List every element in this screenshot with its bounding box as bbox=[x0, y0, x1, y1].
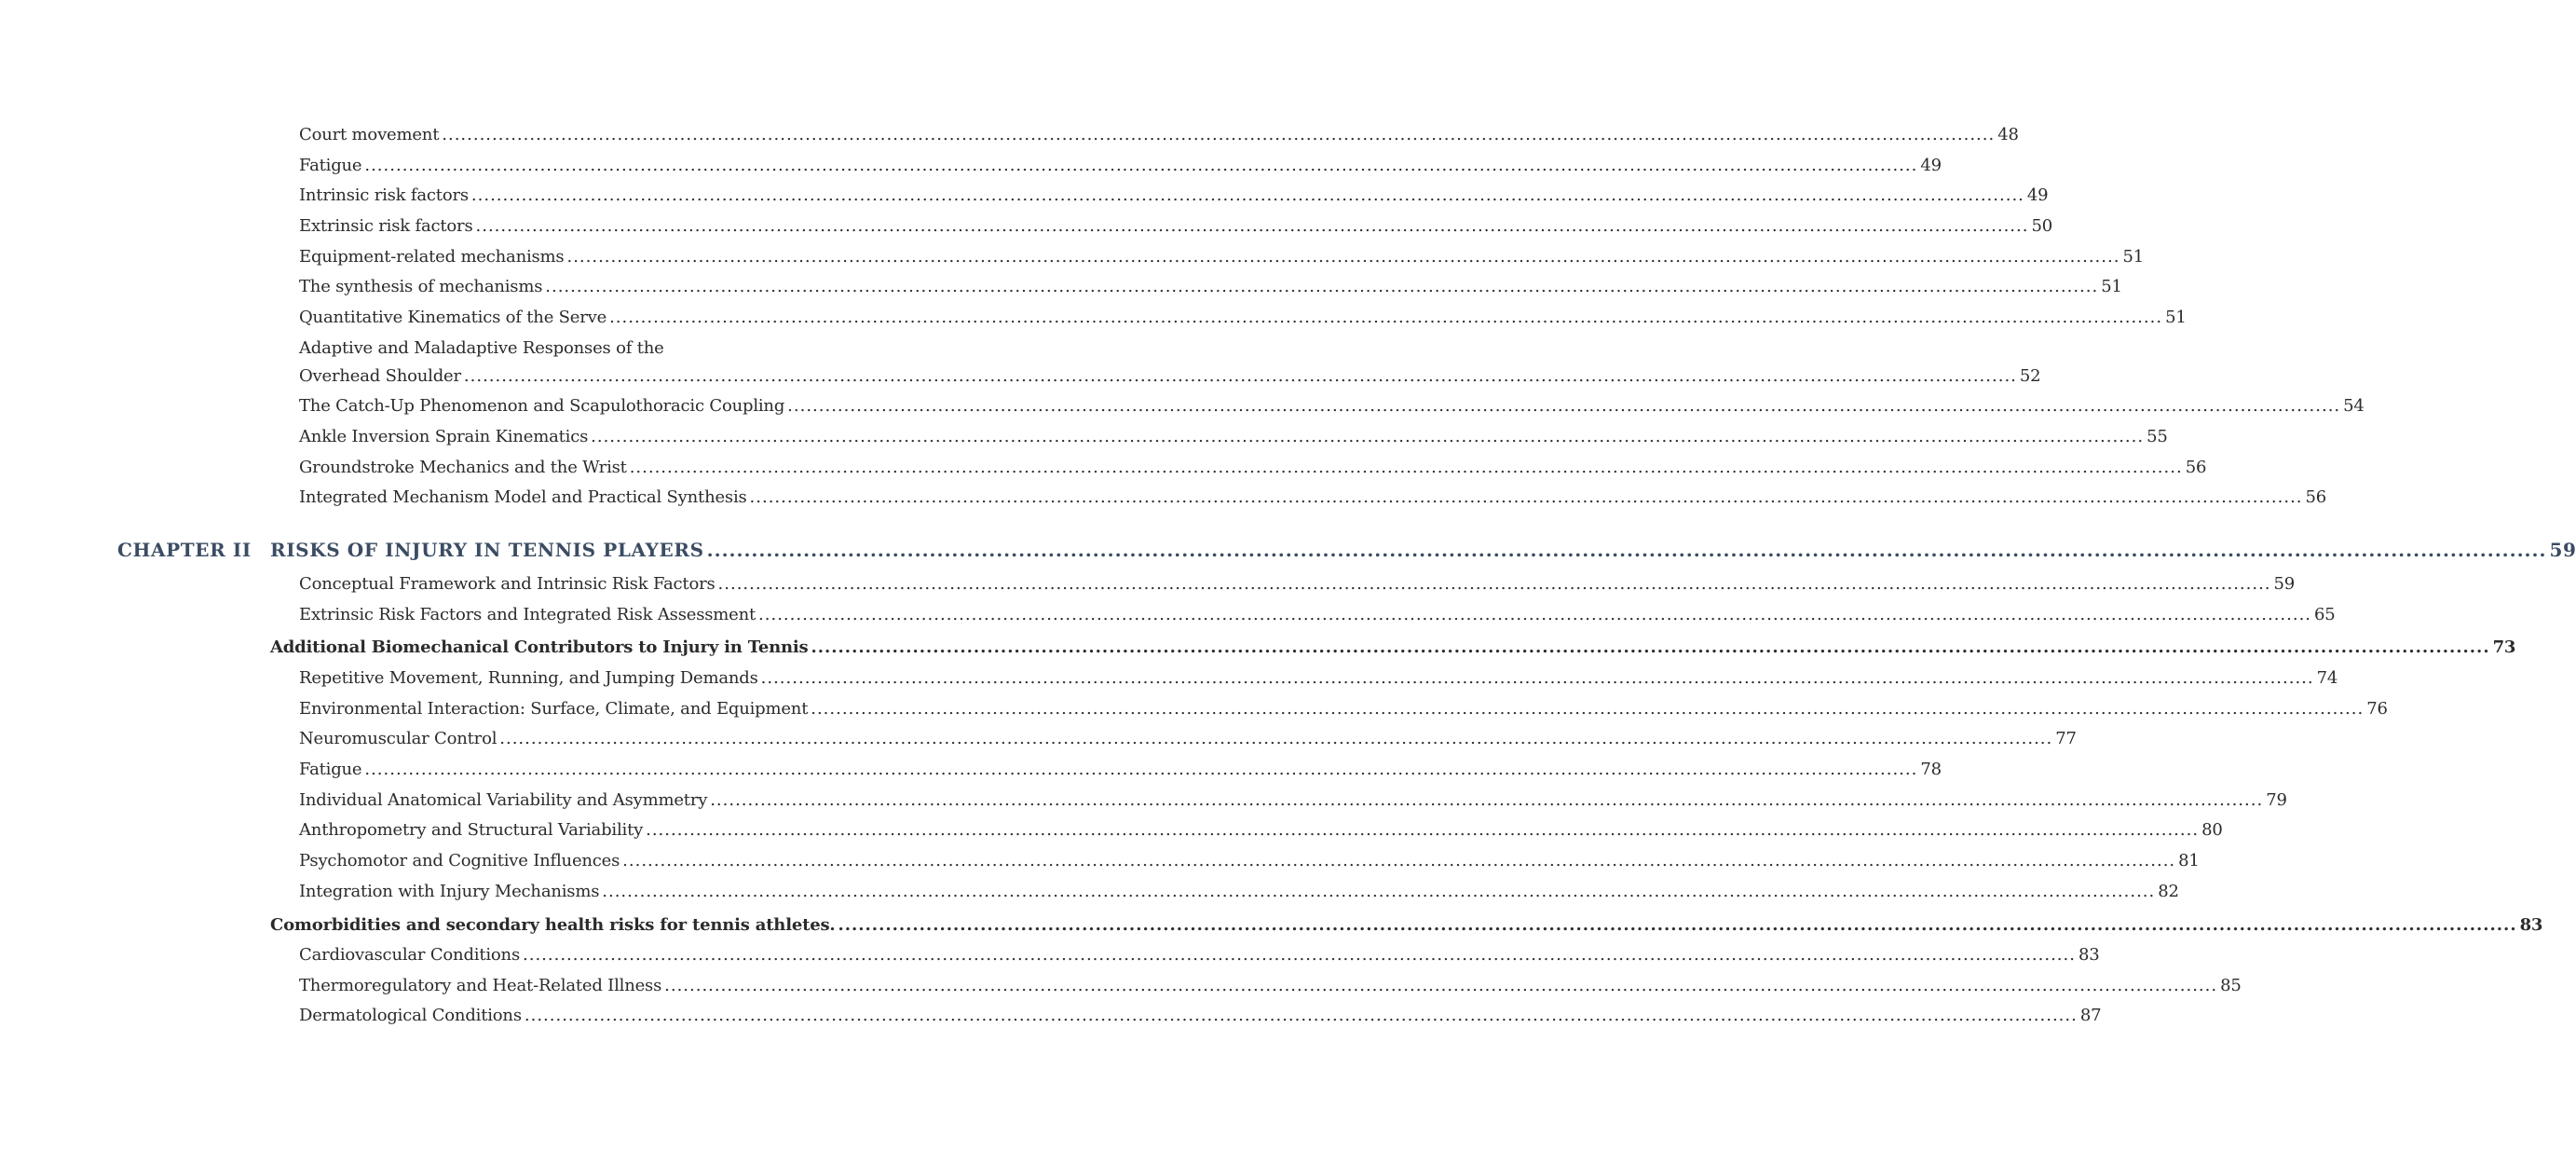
toc-entry-title: Fatigue bbox=[299, 760, 362, 779]
toc-entry-page: 49 bbox=[1920, 156, 1942, 175]
toc-entry-title: Groundstroke Mechanics and the Wrist bbox=[299, 458, 627, 477]
section-heading-page: 73 bbox=[2492, 637, 2516, 657]
toc-entry-page: 52 bbox=[2019, 366, 2041, 386]
toc-entry-title: Psychomotor and Cognitive Influences bbox=[299, 851, 620, 870]
section-heading-title: Additional Biomechanical Contributors to Injury in Tennis bbox=[270, 637, 809, 657]
toc-entry bbox=[299, 155, 1942, 177]
toc-entry bbox=[299, 573, 2296, 596]
chapter-label: CHAPTER II bbox=[117, 539, 252, 561]
toc-entry-page: 51 bbox=[2122, 247, 2144, 267]
toc-entry-page: 51 bbox=[2165, 308, 2187, 327]
dot-leader bbox=[471, 185, 2024, 207]
toc-entry-title: Extrinsic risk factors bbox=[299, 216, 473, 236]
section-heading bbox=[270, 914, 2543, 937]
toc-entry-title-line2: Overhead Shoulder bbox=[299, 366, 461, 386]
toc-entry-page: 82 bbox=[2158, 882, 2179, 901]
toc-entry-title: The synthesis of mechanisms bbox=[299, 277, 543, 296]
toc-entry-title: Thermoregulatory and Heat-Related Illness bbox=[299, 976, 662, 995]
toc-entry bbox=[299, 789, 2287, 812]
dot-leader bbox=[622, 850, 2175, 872]
dot-leader bbox=[523, 944, 2076, 966]
toc-entry bbox=[299, 1005, 2102, 1027]
toc-entry-page: 49 bbox=[2026, 185, 2049, 205]
toc-entry-page: 50 bbox=[2031, 216, 2052, 236]
toc-entry-page: 51 bbox=[2101, 277, 2122, 296]
toc-entry-title: Intrinsic risk factors bbox=[299, 185, 469, 205]
toc-entry-title: Equipment-related mechanisms bbox=[299, 247, 565, 267]
toc-entry bbox=[299, 698, 2388, 720]
toc-entry-page: 78 bbox=[1920, 760, 1942, 779]
toc-entry bbox=[299, 426, 2168, 448]
dot-leader bbox=[811, 698, 2364, 720]
toc-entry-title: Individual Anatomical Variability and Asymmetry bbox=[299, 790, 708, 810]
toc-entry-page: 76 bbox=[2366, 699, 2388, 719]
section-heading bbox=[270, 637, 2516, 659]
dot-leader bbox=[364, 155, 1917, 177]
toc-entry-page: 81 bbox=[2178, 851, 2200, 870]
chapter-title: RISKS OF INJURY IN TENNIS PLAYERS bbox=[270, 539, 704, 561]
toc-entry bbox=[299, 395, 2365, 418]
toc-entry-page: 74 bbox=[2316, 668, 2338, 688]
toc-entry bbox=[299, 667, 2338, 690]
toc-entry-title: Dermatological Conditions bbox=[299, 1006, 522, 1025]
toc-entry bbox=[299, 604, 2336, 626]
toc-entry-title: Integrated Mechanism Model and Practical Synthesis bbox=[299, 487, 747, 507]
chapter-page: 59 bbox=[2549, 539, 2576, 561]
dot-leader bbox=[591, 426, 2144, 448]
toc-entry-title: Fatigue bbox=[299, 156, 362, 175]
dot-leader bbox=[630, 457, 2183, 479]
dot-leader bbox=[838, 914, 2516, 937]
dot-leader bbox=[464, 365, 2017, 388]
dot-leader bbox=[499, 728, 2052, 750]
dot-leader bbox=[758, 604, 2311, 626]
toc-entry-page: 55 bbox=[2147, 427, 2168, 446]
toc-entry-title: Environmental Interaction: Surface, Climate, and Equipment bbox=[299, 699, 809, 719]
toc-entry-title: Cardiovascular Conditions bbox=[299, 945, 520, 965]
toc-entry-page: 80 bbox=[2201, 820, 2223, 840]
dot-leader bbox=[646, 819, 2199, 842]
toc-entry bbox=[299, 276, 2122, 298]
dot-leader bbox=[710, 789, 2263, 812]
toc-entry-title: Conceptual Framework and Intrinsic Risk Factors bbox=[299, 574, 716, 594]
toc-entry bbox=[299, 185, 2049, 207]
toc-entry-title: Extrinsic Risk Factors and Integrated Risk Assessment bbox=[299, 605, 756, 624]
toc-entry-title: Neuromuscular Control bbox=[299, 729, 497, 748]
toc-entry-title: Repetitive Movement, Running, and Jumping Demands bbox=[299, 668, 758, 688]
toc-entry bbox=[299, 487, 2327, 509]
dot-leader bbox=[718, 573, 2271, 596]
toc-entry bbox=[299, 728, 2077, 750]
toc-entry bbox=[299, 759, 1942, 781]
toc-entry bbox=[299, 246, 2144, 268]
dot-leader bbox=[787, 395, 2340, 418]
toc-entry-page: 56 bbox=[2305, 487, 2327, 507]
toc-entry bbox=[299, 881, 2179, 903]
toc-entry bbox=[299, 215, 2052, 238]
toc-entry bbox=[299, 850, 2200, 872]
dot-leader bbox=[476, 215, 2029, 238]
toc-entry-page: 79 bbox=[2266, 790, 2287, 810]
toc-entry bbox=[299, 307, 2187, 329]
toc-entry bbox=[299, 975, 2242, 997]
dot-leader bbox=[750, 487, 2303, 509]
dot-leader bbox=[811, 637, 2489, 659]
toc-entry-page: 56 bbox=[2185, 458, 2207, 477]
toc-entry bbox=[299, 819, 2223, 842]
dot-leader bbox=[707, 538, 2547, 562]
chapter-heading bbox=[270, 538, 2576, 562]
toc-entry-title: Ankle Inversion Sprain Kinematics bbox=[299, 427, 589, 446]
toc-entry-page: 65 bbox=[2314, 605, 2336, 624]
toc-entry-title: Court movement bbox=[299, 125, 440, 144]
toc-entry-page: 54 bbox=[2343, 396, 2365, 416]
dot-leader bbox=[566, 246, 2119, 268]
toc-entry bbox=[299, 457, 2207, 479]
dot-leader bbox=[364, 759, 1917, 781]
dot-leader bbox=[609, 307, 2162, 329]
toc-entry-title: The Catch-Up Phenomenon and Scapulothoracic Coupling bbox=[299, 396, 785, 416]
toc-entry bbox=[299, 944, 2100, 966]
toc-entry bbox=[299, 124, 2019, 146]
section-heading-page: 83 bbox=[2519, 915, 2543, 935]
toc-entry-page: 48 bbox=[1997, 125, 2019, 144]
dot-leader bbox=[664, 975, 2217, 997]
toc-entry-title: Integration with Injury Mechanisms bbox=[299, 882, 600, 901]
toc-entry-title: Quantitative Kinematics of the Serve bbox=[299, 308, 607, 327]
toc-entry-page: 59 bbox=[2273, 574, 2296, 594]
section-heading-title: Comorbidities and secondary health risks for tennis athletes. bbox=[270, 915, 836, 935]
dot-leader bbox=[442, 124, 1995, 146]
dot-leader bbox=[602, 881, 2155, 903]
dot-leader bbox=[761, 667, 2314, 690]
toc-entry-page: 77 bbox=[2055, 729, 2077, 748]
toc-entry-title: Anthropometry and Structural Variability bbox=[299, 820, 644, 840]
toc-entry-page: 87 bbox=[2079, 1006, 2102, 1025]
dot-leader bbox=[525, 1005, 2078, 1027]
toc-entry-page: 85 bbox=[2220, 976, 2242, 995]
toc-entry-title-line1: Adaptive and Maladaptive Responses of the bbox=[299, 338, 664, 358]
toc-entry-page: 83 bbox=[2078, 945, 2100, 965]
dot-leader bbox=[545, 276, 2098, 298]
toc-entry bbox=[299, 365, 2041, 388]
